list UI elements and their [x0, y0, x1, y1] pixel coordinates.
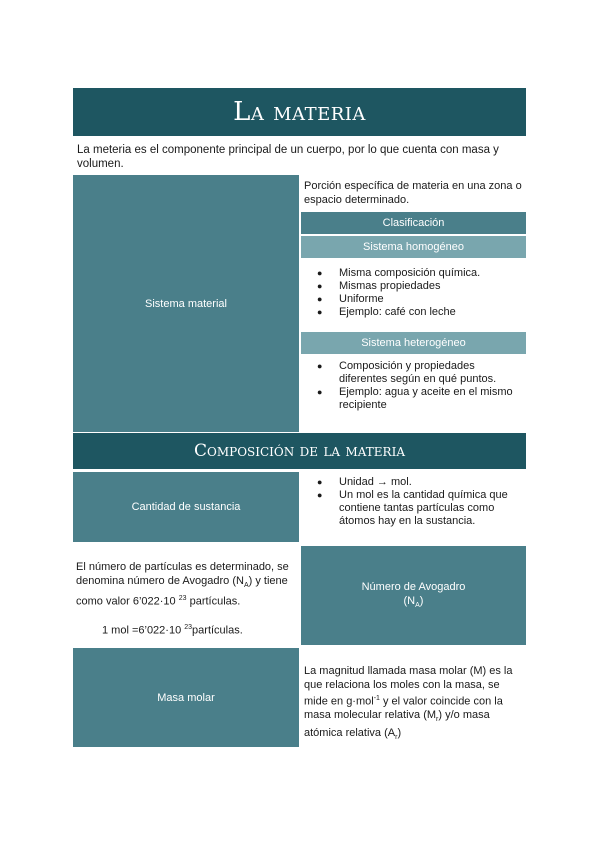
avogadro-label: Número de Avogadro $(N_A)$ [301, 546, 526, 645]
list-item: ● Unidad → mol. [339, 476, 520, 489]
page-title: La materia [233, 97, 366, 127]
list-item: ● Ejemplo: café con leche [339, 306, 526, 319]
masa-molar-label: Masa molar [73, 648, 299, 747]
avogadro-formula: 1 mol =6’022·10 $^{23}$partículas. [102, 624, 243, 637]
clasificacion-header: Clasificación [301, 212, 526, 234]
avogadro-symbol: $(N_A)$ [403, 595, 424, 610]
masa-molar-section [73, 648, 526, 747]
avogadro-description: El número de partículas es determinado, se denomina número de Avogadro $(N_A)$ y tiene como valor 6’022·10 $^{23}$ partículas. [76, 561, 289, 608]
list-item: ● Misma composición química. [339, 267, 526, 280]
sistema-material-details [301, 175, 526, 432]
avogadro-text-block [73, 546, 299, 645]
cantidad-section [73, 472, 526, 542]
list-item: ● Un mol es la cantidad química que contiene tantas partículas como átomos hay en la sustancia. [339, 489, 520, 528]
list-item: ● Ejemplo: agua y aceite en el mismo recipiente [339, 386, 520, 412]
cantidad-list [301, 472, 524, 542]
composicion-title: Composición de la materia [194, 441, 405, 461]
intro-text: La meteria es el componente principal de un cuerpo, por lo que cuenta con masa y volumen. [77, 144, 499, 170]
title-banner [73, 88, 526, 136]
avogadro-section [73, 546, 526, 645]
list-item: ● Mismas propiedades [339, 280, 526, 293]
list-item: ● Uniforme [339, 293, 526, 306]
heterogeneo-header: Sistema heterogéneo [301, 332, 526, 354]
sistema-material-section [73, 175, 526, 432]
composicion-banner [73, 433, 526, 469]
masa-molar-description: La magnitud llamada masa molar (M) es la que relaciona los moles con la masa, se mide en g·mol$^{-1}$ y el valor coincide con la masa molecular relativa $(M_r)$ y/o masa atómica relativa $(A_r)$ [304, 665, 513, 742]
homogeneo-header: Sistema homogéneo [301, 236, 526, 258]
sistema-description: Porción específica de materia en una zona o espacio determinado. [304, 180, 522, 206]
sistema-material-label: Sistema material [73, 175, 299, 432]
homogeneo-list [301, 258, 526, 328]
cantidad-label: Cantidad de sustancia [73, 472, 299, 542]
list-item: ● Composición y propiedades diferentes según en qué puntos. [339, 360, 520, 386]
document-page [73, 88, 526, 747]
heterogeneo-list [301, 354, 526, 412]
